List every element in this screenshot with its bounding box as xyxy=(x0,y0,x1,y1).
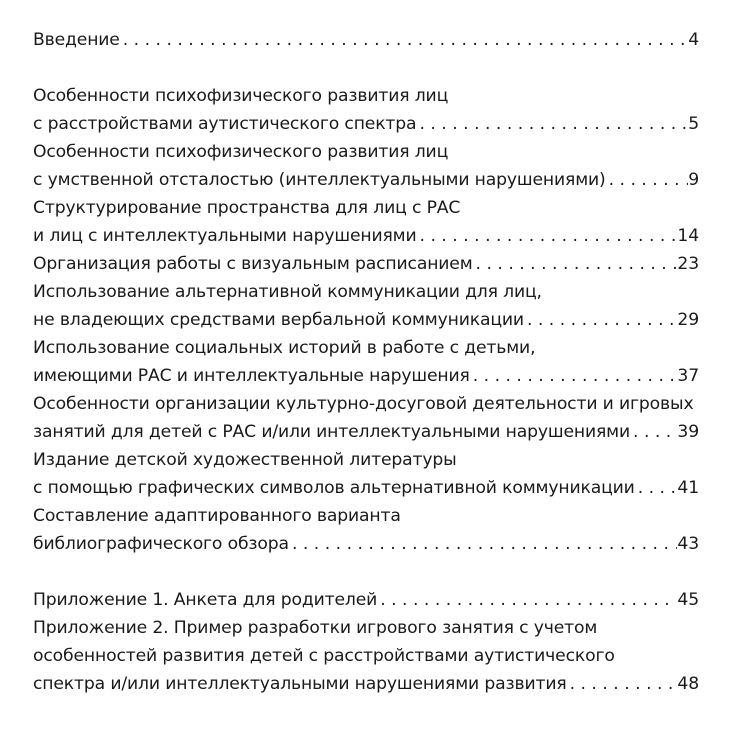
toc-page-number: 4 xyxy=(688,30,699,50)
toc-entry-title: с помощью графических символов альтернативной коммуникации xyxy=(33,478,635,498)
toc-entry-title: с расстройствами аутистического спектра xyxy=(33,114,417,134)
toc-line xyxy=(33,306,699,334)
toc-line xyxy=(33,418,699,446)
toc-entry[interactable] xyxy=(33,250,699,278)
toc-page-number: 45 xyxy=(677,590,699,610)
toc-entry-title: Особенности психофизического развития лиц xyxy=(33,142,449,162)
dot-leader xyxy=(630,418,677,446)
toc-line xyxy=(33,586,699,614)
toc-page-number: 48 xyxy=(677,674,699,694)
toc-page-number: 37 xyxy=(677,366,699,386)
table-of-contents xyxy=(33,26,699,698)
toc-line xyxy=(33,530,699,558)
toc-entry-title: и лиц с интеллектуальными нарушениями xyxy=(33,226,417,246)
toc-entry-title: Организация работы с визуальным расписанием xyxy=(33,254,473,274)
dot-leader xyxy=(289,530,677,558)
toc-page-number: 14 xyxy=(677,226,699,246)
toc-entry-title: Введение xyxy=(33,30,120,50)
dot-leader xyxy=(635,474,678,502)
toc-page-number: 29 xyxy=(677,310,699,330)
dot-leader xyxy=(417,222,678,250)
toc-entry[interactable] xyxy=(33,586,699,614)
toc-line xyxy=(33,222,699,250)
toc-entry-title: особенностей развития детей с расстройствами аутистического xyxy=(33,646,615,666)
toc-page-number: 9 xyxy=(688,170,699,190)
toc-entry[interactable] xyxy=(33,502,699,558)
toc-entry-title: Приложение 2. Пример разработки игрового занятия с учетом xyxy=(33,618,598,638)
dot-leader xyxy=(606,166,689,194)
toc-entry[interactable] xyxy=(33,82,699,138)
toc-entry-title: библиографического обзора xyxy=(33,534,289,554)
toc-line xyxy=(33,110,699,138)
toc-page-number: 39 xyxy=(677,422,699,442)
toc-entry-title: с умственной отсталостью (интеллектуальными нарушениями) xyxy=(33,170,606,190)
toc-entry[interactable] xyxy=(33,446,699,502)
toc-entry-title: Структурирование пространства для лиц с РАС xyxy=(33,198,461,218)
dot-leader xyxy=(524,306,677,334)
toc-entry-title: Издание детской художественной литературы xyxy=(33,450,457,470)
toc-entry-title: Использование альтернативной коммуникации для лиц, xyxy=(33,282,542,302)
toc-line xyxy=(33,474,699,502)
toc-line xyxy=(33,250,699,278)
toc-page-number: 41 xyxy=(677,478,699,498)
toc-line xyxy=(33,166,699,194)
toc-entry-title: не владеющих средствами вербальной коммуникации xyxy=(33,310,524,330)
toc-entry-title: Приложение 1. Анкета для родителей xyxy=(33,590,378,610)
toc-entry[interactable] xyxy=(33,334,699,390)
toc-line xyxy=(33,26,699,54)
toc-page-number: 23 xyxy=(677,254,699,274)
toc-entry[interactable] xyxy=(33,278,699,334)
toc-line xyxy=(33,362,699,390)
toc-page-number: 43 xyxy=(677,534,699,554)
dot-leader xyxy=(473,250,678,278)
toc-entry[interactable] xyxy=(33,194,699,250)
toc-entry[interactable] xyxy=(33,26,699,54)
toc-entry-title: спектра и/или интеллектуальными нарушениями развития xyxy=(33,674,567,694)
toc-entry-title: Особенности организации культурно-досуговой деятельности и игровых xyxy=(33,394,694,414)
toc-page-number: 5 xyxy=(688,114,699,134)
dot-leader xyxy=(377,586,677,614)
toc-entry[interactable] xyxy=(33,138,699,194)
dot-leader xyxy=(567,670,678,698)
toc-line xyxy=(33,670,699,698)
dot-leader xyxy=(470,362,678,390)
toc-entry[interactable] xyxy=(33,614,699,698)
toc-entry[interactable] xyxy=(33,390,699,446)
toc-entry-title: Составление адаптированного варианта xyxy=(33,506,401,526)
toc-entry-title: Использование социальных историй в работе с детьми, xyxy=(33,338,536,358)
toc-entry-title: имеющими РАС и интеллектуальные нарушения xyxy=(33,366,470,386)
dot-leader xyxy=(416,110,688,138)
dot-leader xyxy=(120,26,688,54)
toc-entry-title: занятий для детей с РАС и/или интеллектуальными нарушениями xyxy=(33,422,631,442)
toc-entry-title: Особенности психофизического развития лиц xyxy=(33,86,449,106)
